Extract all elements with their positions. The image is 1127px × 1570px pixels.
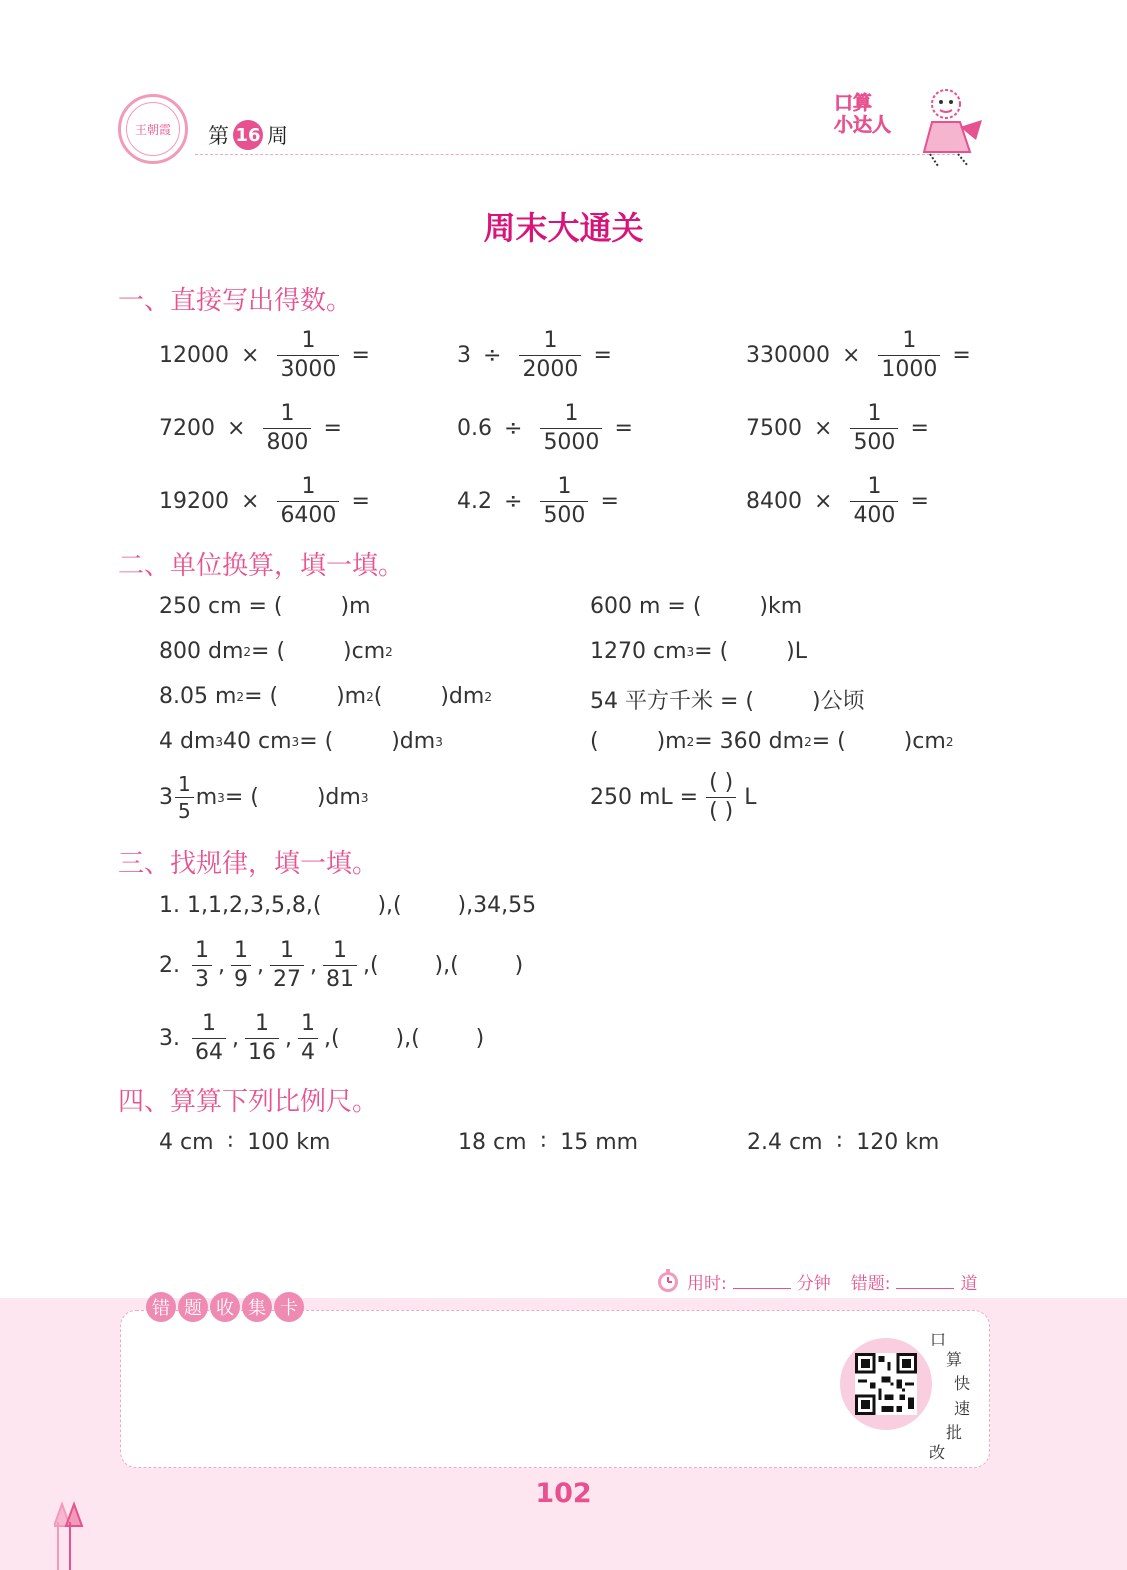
sequence-fraction: $\frac{1}{9}$ (231, 940, 251, 991)
section1-heading: 一、直接写出得数。 (118, 286, 353, 316)
page-number: 102 (535, 1478, 592, 1509)
week-prefix: 第 (208, 124, 229, 148)
calc-item: 4.2 ÷ $\frac{1}{500}$ = (457, 474, 619, 528)
qr-caption-char: 速 (954, 1399, 971, 1418)
seal-logo (118, 94, 188, 164)
mascot-icon (910, 82, 996, 168)
card-tag-char: 题 (178, 1292, 208, 1322)
conversion-item: 8.05 m 2 = ( )m 2 ( )dm 2 (159, 684, 492, 709)
conversion-item: 4 dm 3 40 cm 3 = ( )dm 3 (159, 729, 443, 754)
conversion-item: 1270 cm 3 = ( )L (590, 639, 808, 664)
qr-caption-char: 快 (954, 1374, 971, 1393)
calc-item: 7500 × $\frac{1}{500}$ = (746, 401, 929, 455)
errors-blank[interactable] (896, 1274, 954, 1289)
calc-item: 8400 × $\frac{1}{400}$ = (746, 474, 929, 528)
calc-item: 19200 × $\frac{1}{6400}$ = (159, 474, 370, 528)
sequence-fraction: $\frac{1}{64}$ (192, 1013, 226, 1064)
qr-caption-char: 口 (930, 1330, 947, 1349)
comma: , (310, 953, 317, 978)
pattern-item-3: 3. $\frac{1}{64}$ , $\frac{1}{16}$ , $\frac{1}{4}$ ,( ),( ) (159, 1011, 485, 1065)
scale-item: 2.4 cm ∶ 120 km (747, 1130, 940, 1155)
calc-item: 330000 × $\frac{1}{1000}$ = (746, 328, 971, 382)
week-number: 16 (233, 120, 263, 150)
qr-caption-char: 算 (946, 1350, 963, 1369)
stopwatch-icon (655, 1268, 681, 1294)
sequence-fraction: $\frac{1}{27}$ (270, 940, 304, 991)
week-label (208, 120, 288, 150)
pattern-item-1: 1. 1,1,2,3,5,8,( ),( ),34,55 (159, 893, 537, 918)
card-tag-char: 集 (242, 1292, 272, 1322)
qr-caption-char: 批 (946, 1423, 963, 1442)
section4-heading: 四、算算下列比例尺。 (118, 1087, 379, 1117)
card-tag-char: 错 (146, 1292, 176, 1322)
comma: , (257, 953, 264, 978)
calc-item: 3 ÷ $\frac{1}{2000}$ = (457, 328, 612, 382)
sequence-fraction: $\frac{1}{81}$ (323, 940, 357, 991)
sequence-fraction: $\frac{1}{3}$ (192, 940, 212, 991)
qr-code-icon[interactable] (855, 1353, 917, 1415)
card-tag-char: 收 (210, 1292, 240, 1322)
conversion-item: 54 平方千米 = ( )公顷 (590, 689, 865, 714)
conversion-item: 800 dm 2 = ( )cm 2 (159, 639, 393, 664)
scale-item: 4 cm ∶ 100 km (159, 1130, 331, 1155)
comma: , (232, 1026, 239, 1051)
comma: , (285, 1026, 292, 1051)
card-tag (146, 1292, 304, 1322)
brand-line1: 口算 (834, 92, 873, 114)
time-blank[interactable] (733, 1274, 791, 1289)
pattern-item-2: 2. $\frac{1}{3}$ , $\frac{1}{9}$ , $\frac{1}{27}$ , $\frac{1}{81}$ ,( ),( ) (159, 938, 524, 992)
conversion-item: 250 mL = $\frac{( )}{( )}$ L (590, 770, 757, 824)
section2-heading: 二、单位换算，填一填。 (118, 551, 405, 581)
timer-line: 用时: 分钟 错题: 道 (655, 1268, 977, 1294)
page-title: 周末大通关 (483, 209, 644, 247)
conversion-item: 600 m = ( )km (590, 594, 803, 619)
week-suffix: 周 (267, 124, 288, 148)
brand-logo (834, 92, 904, 136)
calc-item: 0.6 ÷ $\frac{1}{5000}$ = (457, 401, 633, 455)
section3-heading: 三、找规律，填一填。 (118, 849, 379, 879)
sequence-fraction: $\frac{1}{4}$ (298, 1013, 318, 1064)
sequence-fraction: $\frac{1}{16}$ (245, 1013, 279, 1064)
qr-badge[interactable] (840, 1338, 932, 1430)
arrow-up-icon (54, 1500, 94, 1570)
calc-item: 12000 × $\frac{1}{3000}$ = (159, 328, 370, 382)
header-divider (195, 154, 955, 155)
scale-item: 18 cm ∶ 15 mm (458, 1130, 639, 1155)
sequence-blanks: ,( ),( ) (324, 1026, 485, 1051)
qr-caption-char: 改 (929, 1443, 946, 1462)
card-tag-char: 卡 (274, 1292, 304, 1322)
conversion-item: 3 $\frac{1}{5}$ m 3 = ( )dm 3 (159, 772, 369, 823)
conversion-item: 250 cm = ( )m (159, 594, 371, 619)
seal-text: 王朝霞 (126, 102, 180, 156)
conversion-item: ( )m 2 = 360 dm 2 = ( )cm 2 (590, 729, 954, 754)
comma: , (218, 953, 225, 978)
sequence-blanks: ,( ),( ) (363, 953, 524, 978)
brand-line2: 小达人 (834, 114, 892, 136)
calc-item: 7200 × $\frac{1}{800}$ = (159, 401, 342, 455)
